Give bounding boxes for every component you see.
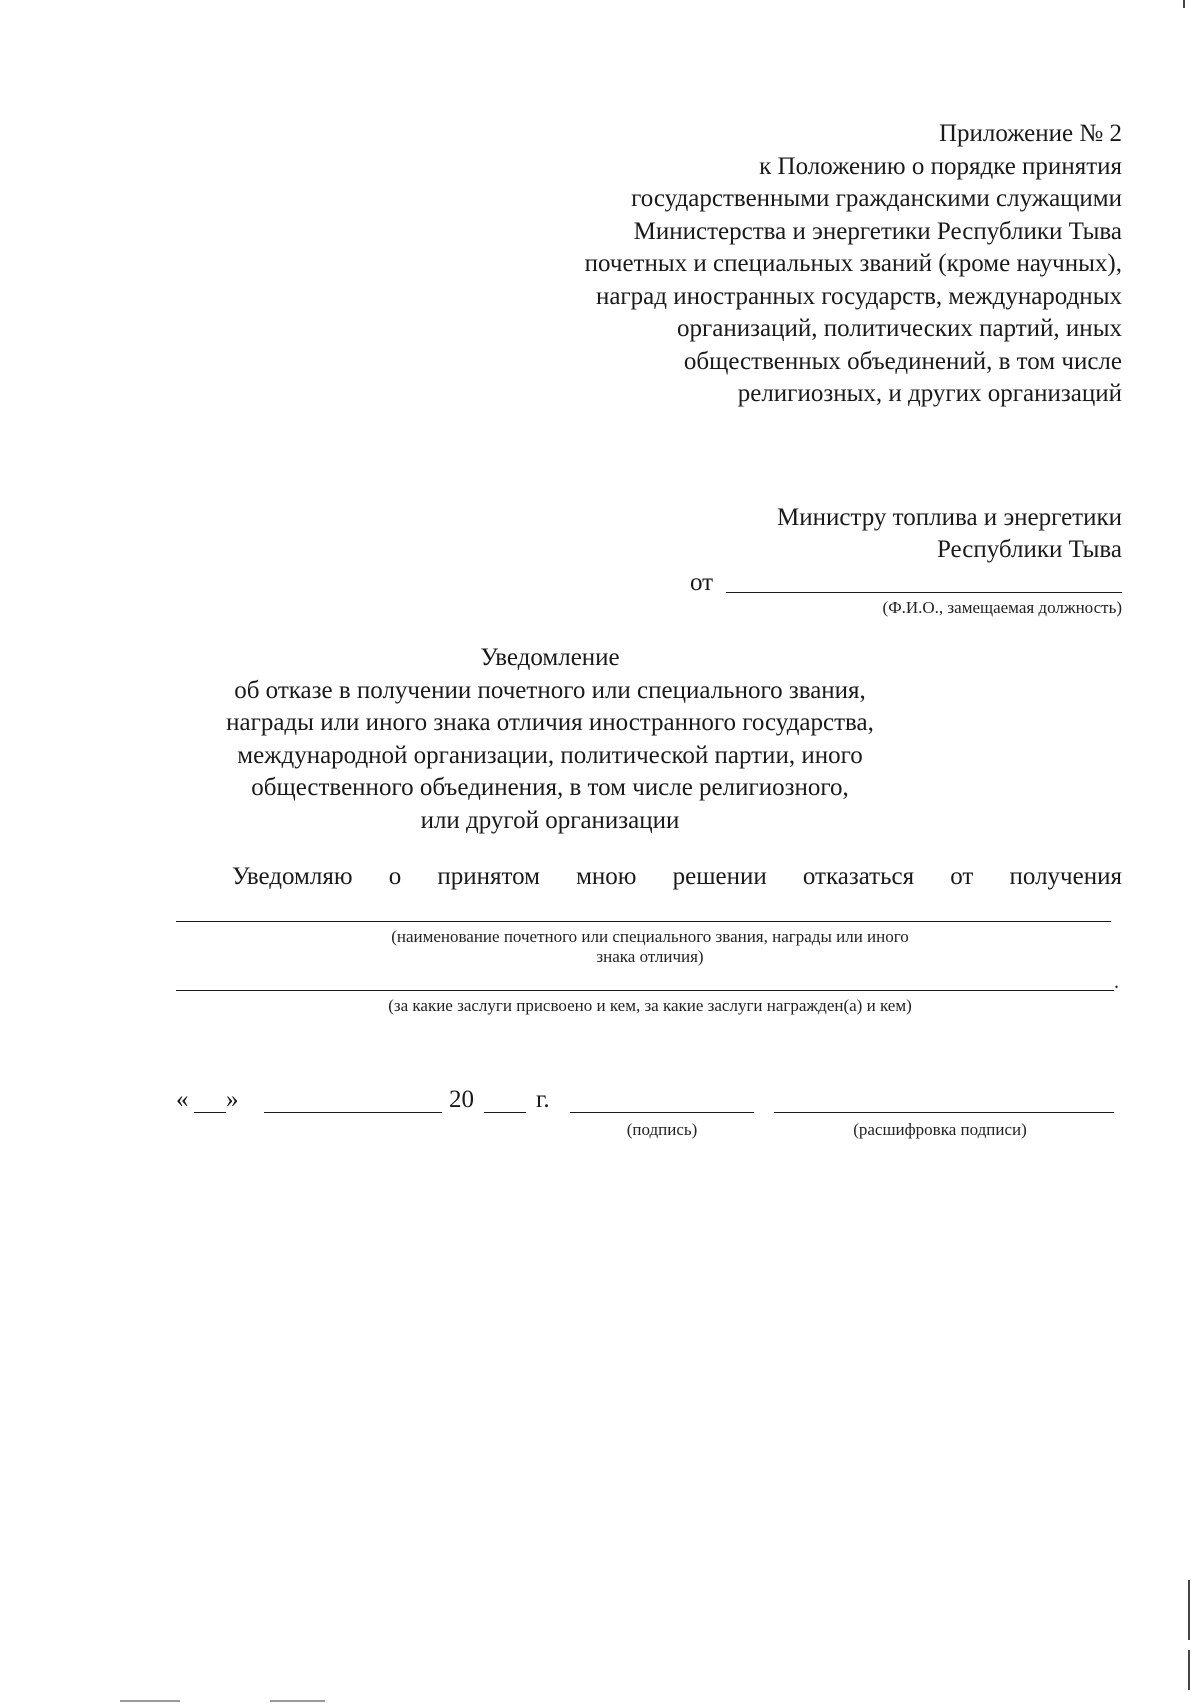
scan-artifact xyxy=(270,1700,325,1702)
title-line: общественного объединения, в том числе религиозного, xyxy=(251,774,849,801)
sender-hint: (Ф.И.О., замещаемая должность) xyxy=(882,598,1122,617)
appendix-line: почетных и специальных званий (кроме научных), xyxy=(584,250,1122,277)
scan-artifact xyxy=(1183,0,1185,8)
notification-sentence xyxy=(232,862,1122,892)
merits-field[interactable] xyxy=(176,990,1114,991)
title-line: Уведомление xyxy=(480,644,620,671)
appendix-line: наград иностранных государств, международных xyxy=(595,282,1122,310)
merits-period: . xyxy=(1114,971,1119,993)
body-word: Уведомляю xyxy=(232,863,353,890)
award-hint-line: знака отличия) xyxy=(596,947,704,966)
date-year-prefix: 20 xyxy=(449,1086,474,1113)
signature-decode-hint: (расшифровка подписи) xyxy=(853,1120,1027,1139)
signature-hint: (подпись) xyxy=(626,1120,698,1139)
body-word: мною xyxy=(576,863,637,890)
body-word: решении xyxy=(672,863,767,890)
date-year-suffix: г. xyxy=(536,1086,550,1113)
body-word: принятом xyxy=(437,863,540,890)
title-line: или другой организации xyxy=(420,806,680,834)
award-hint-line: (наименование почетного или специального звания, награды или иного xyxy=(391,927,909,946)
body-word: отказаться xyxy=(802,863,915,890)
appendix-header xyxy=(482,118,1122,411)
date-month-field[interactable] xyxy=(264,1112,442,1113)
title-line: международной организации, политической партии, иного xyxy=(237,741,863,769)
appendix-line: общественных объединений, в том числе xyxy=(683,347,1122,375)
appendix-line: организаций, политических партий, иных xyxy=(677,315,1122,342)
award-name-hint xyxy=(300,927,1000,967)
title-line: об отказе в получении почетного или специального звания, xyxy=(234,676,866,704)
addressee-line: Республики Тыва xyxy=(936,536,1122,563)
body-word: от xyxy=(950,863,974,890)
award-name-field[interactable] xyxy=(176,921,1111,922)
body-word: получения xyxy=(1009,863,1122,890)
appendix-line: Министерства и энергетики Республики Тыва xyxy=(633,217,1122,245)
signature-field[interactable] xyxy=(570,1112,754,1113)
title-line: награды или иного знака отличия иностранного государства, xyxy=(226,709,874,736)
merits-hint: (за какие заслуги присвоено и кем, за какие заслуги награжден(а) и кем) xyxy=(388,996,912,1015)
date-open-quote: « xyxy=(176,1086,189,1113)
body-word: о xyxy=(388,863,402,890)
appendix-line: государственными гражданскими служащими xyxy=(631,185,1122,212)
signature-decode-field[interactable] xyxy=(774,1112,1114,1113)
appendix-line: Приложение № 2 xyxy=(938,120,1122,147)
document-title xyxy=(200,642,900,837)
from-label: от xyxy=(690,569,714,596)
date-day-field[interactable] xyxy=(194,1112,226,1113)
scan-artifact xyxy=(120,1700,180,1702)
appendix-line: религиозных, и других организаций xyxy=(737,380,1122,407)
date-year-field[interactable] xyxy=(484,1112,526,1113)
addressee-line: Министру топлива и энергетики xyxy=(777,504,1122,531)
scan-artifact xyxy=(1188,1650,1190,1690)
appendix-line: к Положению о порядке принятия xyxy=(759,152,1122,180)
date-close-quote: » xyxy=(226,1086,239,1113)
sender-name-field[interactable] xyxy=(726,592,1122,593)
scan-artifact xyxy=(1188,1580,1190,1640)
addressee-block xyxy=(602,502,1122,566)
